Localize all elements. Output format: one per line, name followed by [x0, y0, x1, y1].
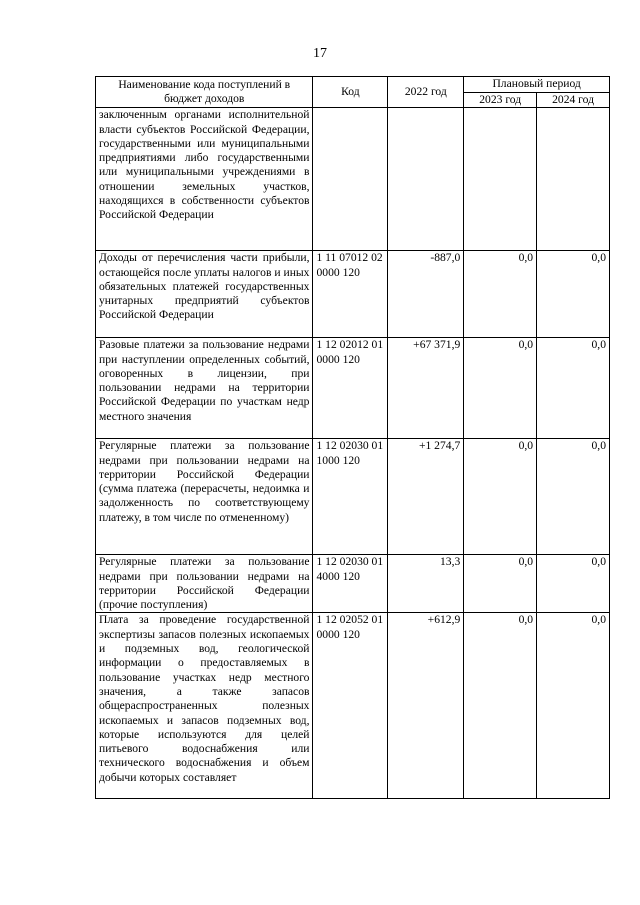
- row-code: 1 12 02012 01 0000 120: [313, 338, 388, 439]
- header-2023: 2023 год: [464, 93, 537, 108]
- row-name: заключенным органами исполнительной власти субъектов Российской Федерации, государственными или муниципальными предприятиями либо государственными или муниципальными учреждениями в отношении земельных участков, находящихся в собственности субъектов Российской Федерации: [96, 108, 313, 251]
- row-name: Регулярные платежи за пользование недрами при пользовании недрами на территории Российской Федерации (сумма платежа (перерасчеты, недоимка и задолженность по соответствующему платежу, в том числе по отмененному): [96, 439, 313, 555]
- row-2024: [537, 108, 610, 251]
- table-row: [96, 555, 610, 613]
- table-row: [96, 613, 610, 799]
- table-row: [96, 439, 610, 555]
- revenue-table: [95, 76, 610, 799]
- row-name: Доходы от перечисления части прибыли, остающейся после уплаты налогов и иных обязательных платежей государственных унитарных предприятий субъектов Российской Федерации: [96, 251, 313, 338]
- row-2024: 0,0: [537, 439, 610, 555]
- row-name: Разовые платежи за пользование недрами при наступлении определенных событий, оговоренных в лицензии, при пользовании недрами на территории Российской Федерации по участкам недр местного значения: [96, 338, 313, 439]
- table-row: [96, 108, 610, 251]
- table-row: [96, 251, 610, 338]
- header-planned-period: Плановый период: [464, 77, 610, 93]
- table-row: [96, 338, 610, 439]
- row-2024: 0,0: [537, 338, 610, 439]
- row-name: Плата за проведение государственной экспертизы запасов полезных ископаемых и подземных вод, геологической информации о предоставляемых в пользование участках недр местного значения, а также запасов общераспространенных полезных ископаемых и запасов подземных вод, которые используются для целей питьевого водоснабжения или технического водоснабжения и объем добычи которых составляет: [96, 613, 313, 799]
- row-2023: 0,0: [464, 251, 537, 338]
- row-2023: 0,0: [464, 338, 537, 439]
- row-2022: [388, 108, 464, 251]
- row-2024: 0,0: [537, 251, 610, 338]
- row-2023: 0,0: [464, 613, 537, 799]
- row-2023: 0,0: [464, 555, 537, 613]
- row-2022: +612,9: [388, 613, 464, 799]
- row-code: 1 11 07012 02 0000 120: [313, 251, 388, 338]
- row-2022: +67 371,9: [388, 338, 464, 439]
- row-2022: 13,3: [388, 555, 464, 613]
- row-code: 1 12 02030 01 4000 120: [313, 555, 388, 613]
- row-code: [313, 108, 388, 251]
- page-number: 17: [313, 46, 327, 61]
- row-2024: 0,0: [537, 613, 610, 799]
- row-code: 1 12 02052 01 0000 120: [313, 613, 388, 799]
- header-2022: 2022 год: [388, 77, 464, 108]
- row-2022: -887,0: [388, 251, 464, 338]
- header-code: Код: [313, 77, 388, 108]
- row-2023: 0,0: [464, 439, 537, 555]
- row-2023: [464, 108, 537, 251]
- row-code: 1 12 02030 01 1000 120: [313, 439, 388, 555]
- row-2022: +1 274,7: [388, 439, 464, 555]
- header-name: Наименование кода поступлений в бюджет доходов: [96, 77, 313, 108]
- row-name: Регулярные платежи за пользование недрами при пользовании недрами на территории Российской Федерации (прочие поступления): [96, 555, 313, 613]
- row-2024: 0,0: [537, 555, 610, 613]
- header-2024: 2024 год: [537, 93, 610, 108]
